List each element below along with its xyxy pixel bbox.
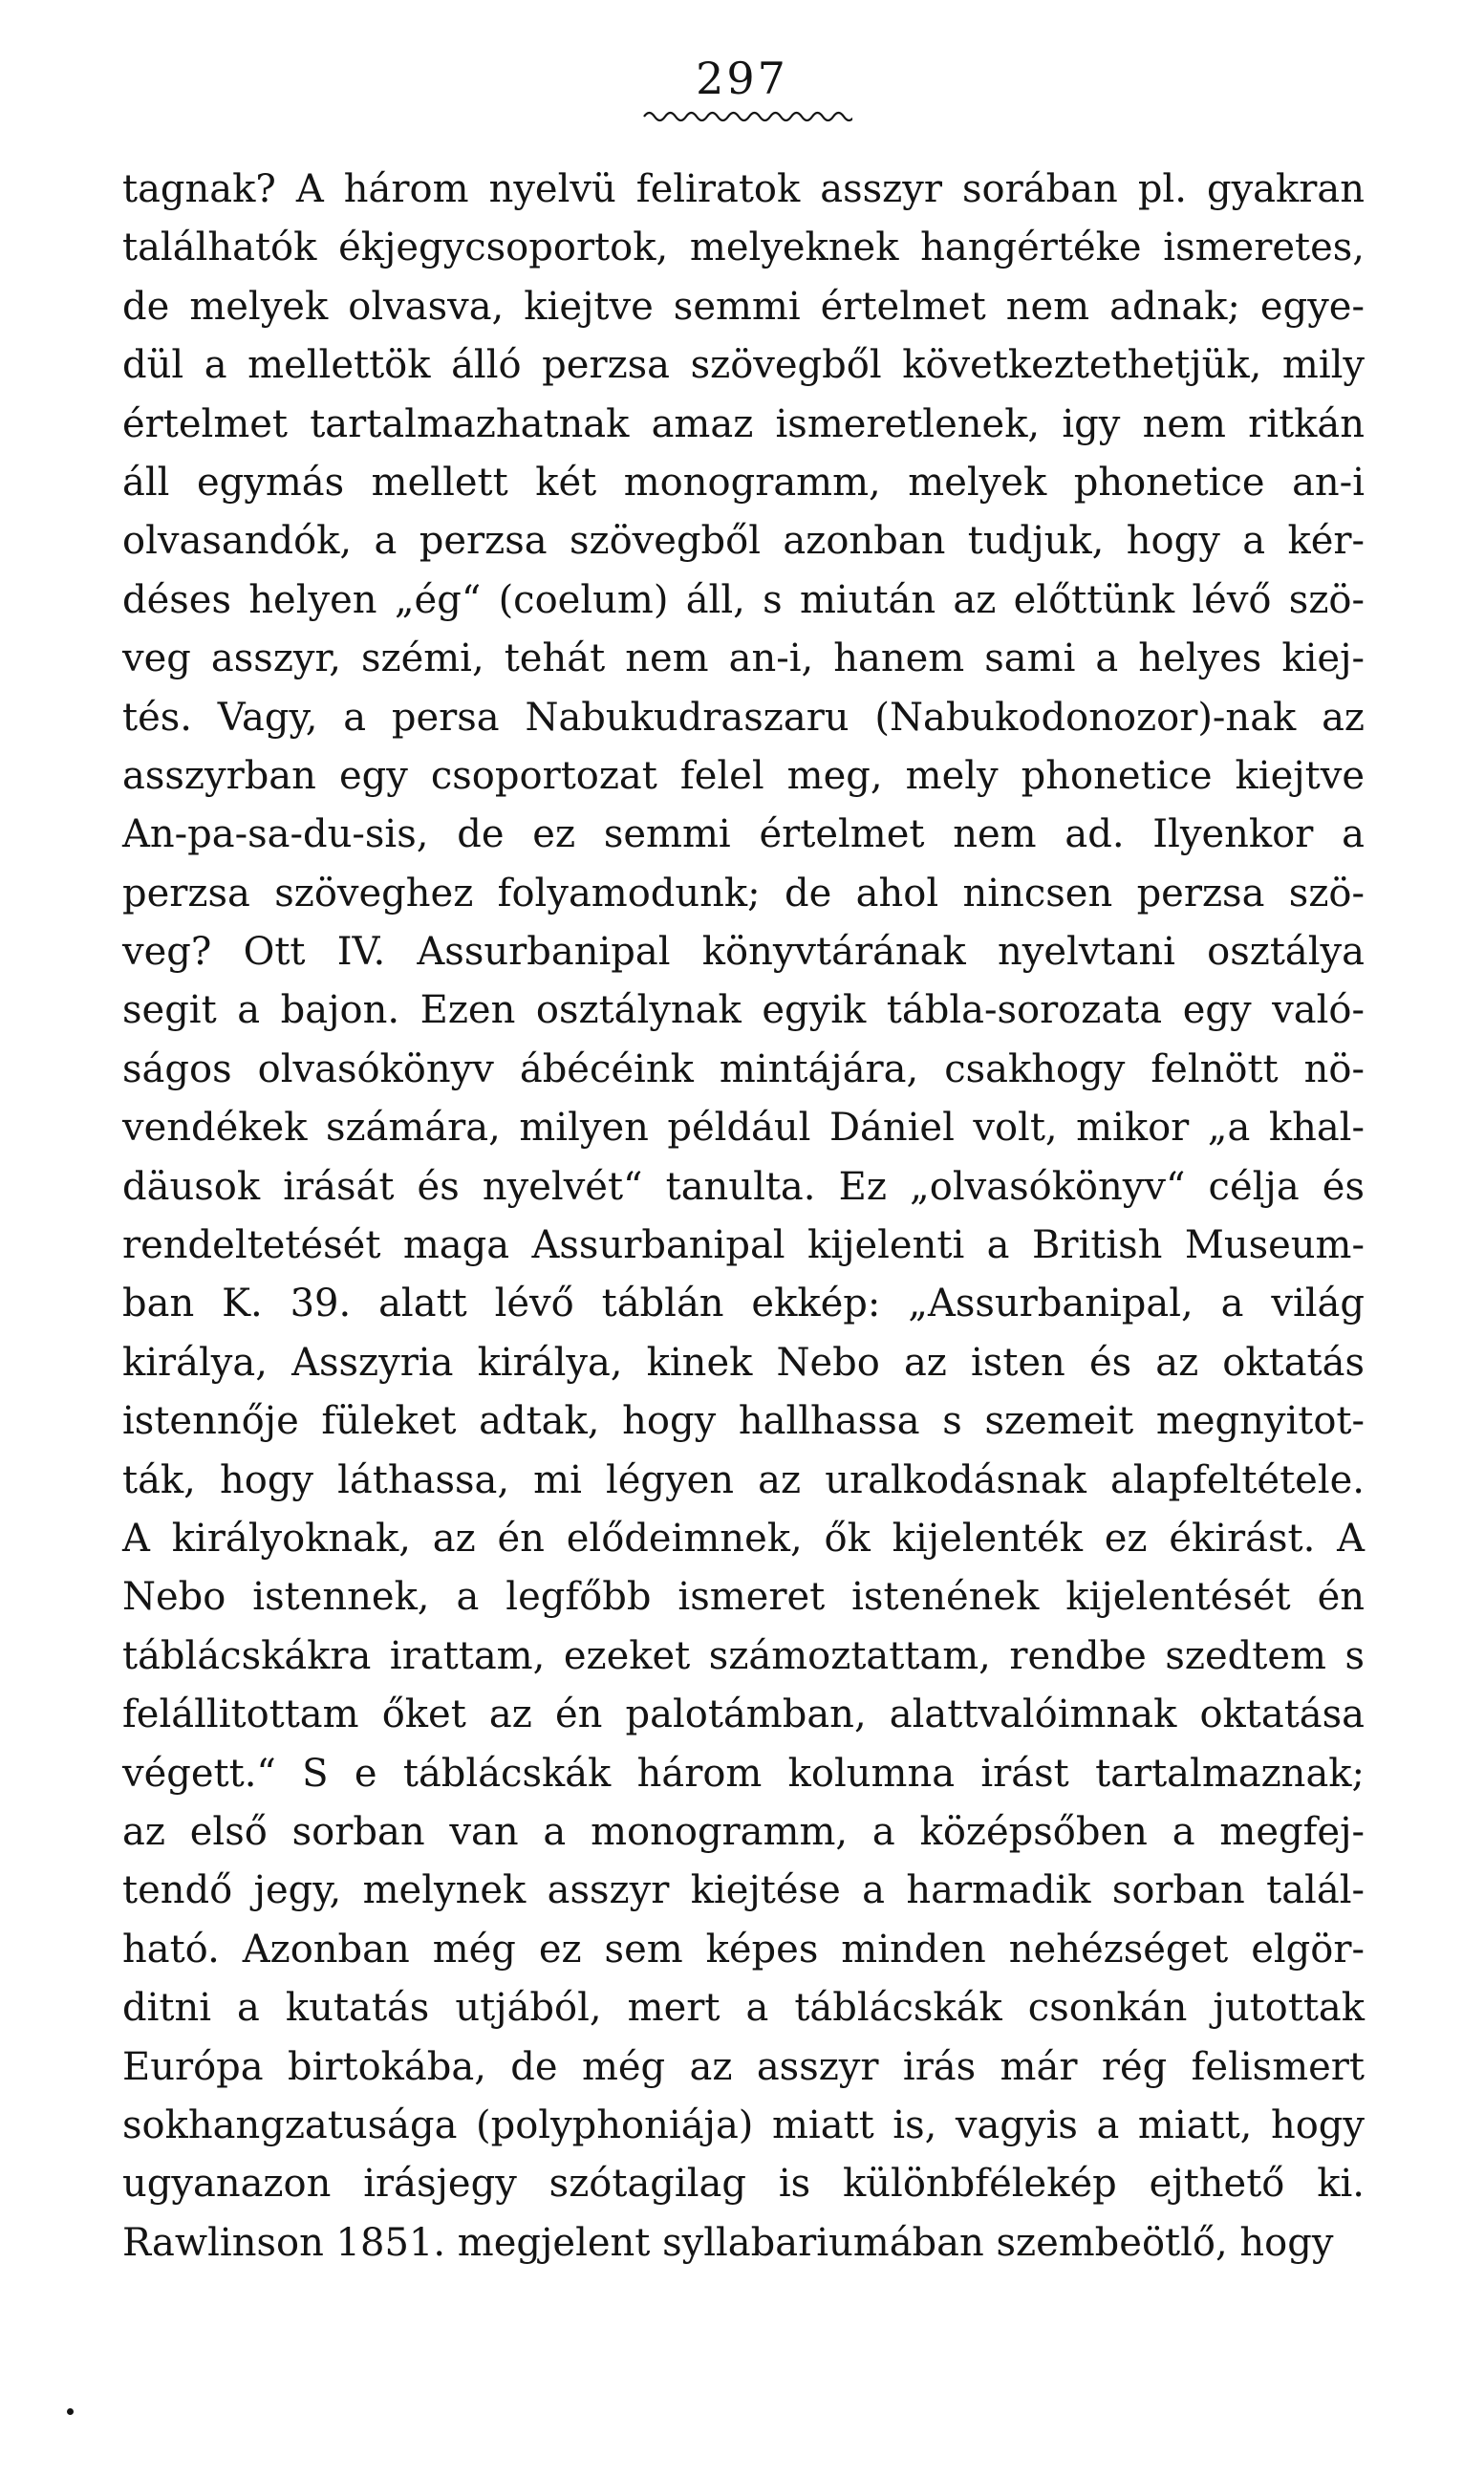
text-line: áll egymás mellett két monogramm, melyek phonetice an-i <box>122 460 1365 505</box>
text-line: An-pa-sa-du-sis, de ez semmi értelmet nem ad. Ilyenkor a <box>122 812 1365 857</box>
text-line: ták, hogy láthassa, mi légyen az uralkodásnak alapfeltétele. <box>122 1457 1365 1502</box>
text-line: tés. Vagy, a persa Nabukudraszaru (Nabukodonozor)-nak az <box>122 695 1365 740</box>
text-line: perzsa szöveghez folyamodunk; de ahol nincsen perzsa szö- <box>122 871 1365 916</box>
margin-dot-mark <box>67 2408 74 2415</box>
text-line: de melyek olvasva, kiejtve semmi értelmet nem adnak; egye- <box>122 284 1365 329</box>
text-line: Európa birtokába, de még az asszyr irás már rég felismert <box>122 2044 1365 2089</box>
text-line: Nebo istennek, a legfőbb ismeret istenének kijelentését én <box>122 1575 1365 1620</box>
wavy-rule-ornament <box>642 107 852 126</box>
text-line: ugyanazon irásjegy szótagilag is különbfélekép ejthető ki. <box>122 2162 1365 2207</box>
text-line: Rawlinson 1851. megjelent syllabariumában szembeötlő, hogy <box>122 2220 1334 2265</box>
text-line: istennője füleket adtak, hogy hallhassa s szemeit megnyitot- <box>122 1399 1365 1444</box>
text-line: däusok irását és nyelvét“ tanulta. Ez „olvasókönyv“ célja és <box>122 1164 1365 1209</box>
text-line: déses helyen „ég“ (coelum) áll, s miután az előttünk lévő szö- <box>122 577 1365 622</box>
text-line: rendeltetését maga Assurbanipal kijelenti a British Museum- <box>122 1223 1365 1268</box>
text-line: értelmet tartalmazhatnak amaz ismeretlenek, igy nem ritkán <box>122 401 1365 446</box>
text-line: olvasandók, a perzsa szövegből azonban tudjuk, hogy a kér- <box>122 519 1365 564</box>
text-line: asszyrban egy csoportozat felel meg, mely phonetice kiejtve <box>122 753 1365 798</box>
text-line: felállitottam őket az én palotámban, alattvalóimnak oktatása <box>122 1692 1365 1737</box>
body-text <box>122 161 1365 2273</box>
text-line: ditni a kutatás utjából, mert a táblácskák csonkán jutottak <box>122 1986 1365 2031</box>
text-line: tagnak? A három nyelvü feliratok asszyr sorában pl. gyakran <box>122 167 1365 211</box>
text-line: dül a mellettök álló perzsa szövegből következtethetjük, mily <box>122 343 1365 388</box>
text-line: végett.“ S e táblácskák három kolumna irást tartalmaznak; <box>122 1751 1365 1796</box>
text-line: ban K. 39. alatt lévő táblán ekkép: „Assurbanipal, a világ <box>122 1282 1365 1326</box>
text-line: vendékek számára, milyen például Dániel volt, mikor „a khal- <box>122 1106 1365 1151</box>
text-line: ságos olvasókönyv ábécéink mintájára, csakhogy felnött nö- <box>122 1046 1365 1091</box>
text-line: találhatók ékjegycsoportok, melyeknek hangértéke ismeretes, <box>122 226 1365 270</box>
text-line: ható. Azonban még ez sem képes minden nehézséget elgör- <box>122 1927 1365 1972</box>
text-line: tendő jegy, melynek asszyr kiejtése a harmadik sorban talál- <box>122 1868 1365 1913</box>
text-line: táblácskákra irattam, ezeket számoztattam, rendbe szedtem s <box>122 1633 1365 1678</box>
page-number: 297 <box>696 53 788 104</box>
text-line: veg asszyr, szémi, tehát nem an-i, hanem sami a helyes kiej- <box>122 636 1365 681</box>
text-line: segit a bajon. Ezen osztálynak egyik tábla-sorozata egy való- <box>122 988 1365 1033</box>
text-line: veg? Ott IV. Assurbanipal könyvtárának nyelvtani osztálya <box>122 930 1365 975</box>
text-line: királya, Asszyria királya, kinek Nebo az isten és az oktatás <box>122 1340 1365 1385</box>
text-line: A királyoknak, az én elődeimnek, ők kijelenték ez ékirást. A <box>122 1516 1365 1561</box>
text-line: sokhangzatusága (polyphoniája) miatt is, vagyis a miatt, hogy <box>122 2102 1365 2147</box>
text-line: az első sorban van a monogramm, a középsőben a megfej- <box>122 1809 1365 1854</box>
